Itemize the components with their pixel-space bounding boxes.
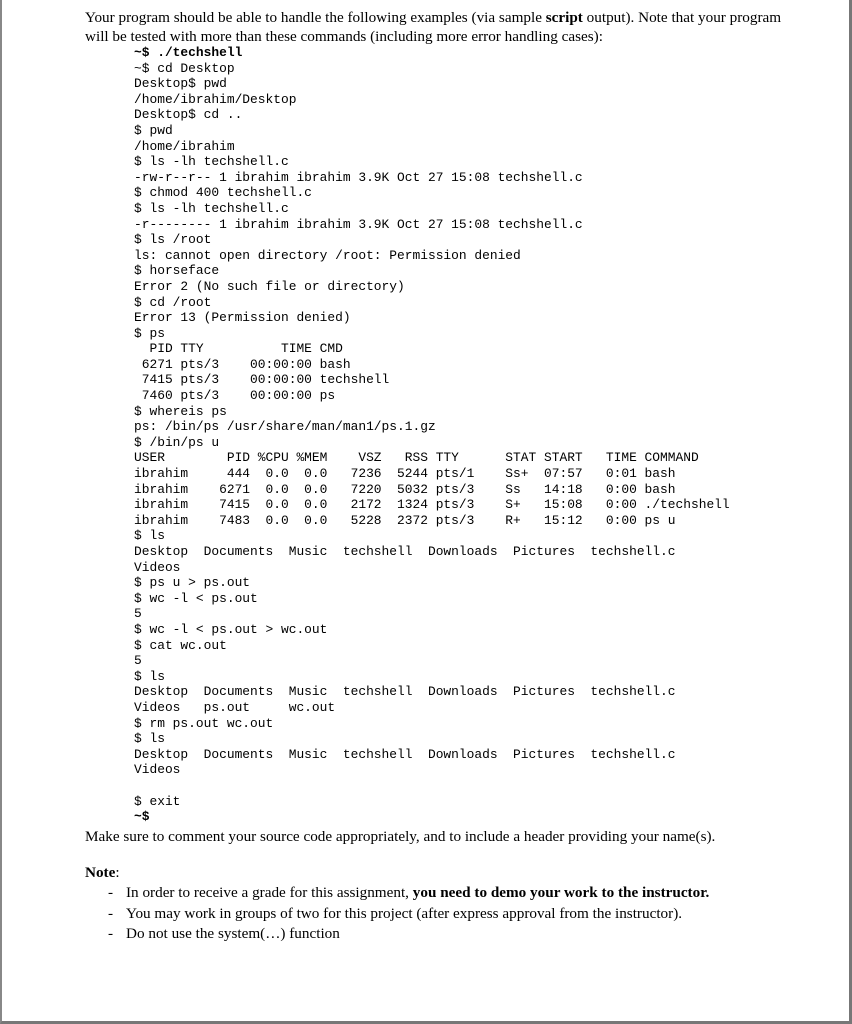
terminal-line: USER PID %CPU %MEM VSZ RSS TTY STAT START TIME COMMAND bbox=[134, 450, 699, 466]
terminal-line: 5 bbox=[134, 653, 142, 669]
terminal-line: $ ls bbox=[134, 528, 165, 544]
terminal-line: ibrahim 444 0.0 0.0 7236 5244 pts/1 Ss+ 07:57 0:01 bash bbox=[134, 466, 676, 482]
terminal-line: $ exit bbox=[134, 793, 181, 809]
intro-paragraph bbox=[85, 8, 805, 46]
bullet-dash: - bbox=[108, 884, 114, 901]
note-item-bold: you need to demo your work to the instructor. bbox=[412, 884, 710, 901]
note-item-text: In order to receive a grade for this assignment, bbox=[126, 884, 413, 901]
note-item-text: Do not use the system(…) function bbox=[126, 925, 340, 942]
note-item bbox=[108, 924, 709, 945]
terminal-line: $ /bin/ps u bbox=[134, 434, 220, 450]
terminal-line: Error 2 (No such file or directory) bbox=[134, 278, 405, 294]
terminal-line: $ ls -lh techshell.c bbox=[134, 154, 289, 170]
note-title: Note bbox=[85, 864, 116, 881]
terminal-line: PID TTY TIME CMD bbox=[149, 341, 343, 357]
note-colon: : bbox=[115, 864, 120, 881]
terminal-line: $ cat wc.out bbox=[134, 637, 227, 653]
terminal-last-line: ~$ bbox=[134, 809, 150, 825]
terminal-line: /home/ibrahim/Desktop bbox=[134, 91, 297, 107]
note-item bbox=[108, 883, 709, 904]
intro-script-word: script bbox=[545, 9, 583, 26]
terminal-line: Desktop Documents Music techshell Downloads Pictures techshell.c bbox=[134, 684, 676, 700]
terminal-body bbox=[134, 61, 730, 809]
terminal-line: Desktop$ cd .. bbox=[134, 107, 243, 123]
terminal-line: $ wc -l < ps.out bbox=[134, 590, 258, 606]
terminal-line: Videos bbox=[134, 762, 181, 778]
note-list bbox=[108, 883, 709, 945]
terminal-line: $ ls /root bbox=[134, 232, 212, 248]
note-heading bbox=[85, 863, 120, 882]
terminal-line: ibrahim 7483 0.0 0.0 5228 2372 pts/3 R+ 15:12 0:00 ps u bbox=[134, 512, 676, 528]
terminal-line: $ ps u > ps.out bbox=[134, 575, 251, 591]
terminal-line: -r-------- 1 ibrahim ibrahim 3.9K Oct 27 15:08 techshell.c bbox=[134, 216, 583, 232]
terminal-line: $ wc -l < ps.out > wc.out bbox=[134, 621, 328, 637]
terminal-line: Error 13 (Permission denied) bbox=[134, 310, 351, 326]
terminal-line: ~$ cd Desktop bbox=[134, 60, 235, 76]
terminal-line: Videos bbox=[134, 559, 181, 575]
terminal-line: -rw-r--r-- 1 ibrahim ibrahim 3.9K Oct 27 15:08 techshell.c bbox=[134, 169, 583, 185]
terminal-line: 6271 pts/3 00:00:00 bash bbox=[141, 356, 351, 372]
terminal-line: $ whereis ps bbox=[134, 403, 227, 419]
note-item-text: You may work in groups of two for this project (after express approval from the instructor). bbox=[126, 904, 683, 922]
terminal-line: $ chmod 400 techshell.c bbox=[134, 185, 312, 201]
terminal-line: $ pwd bbox=[134, 122, 173, 138]
terminal-line: 7460 pts/3 00:00:00 ps bbox=[141, 388, 336, 404]
note-item bbox=[108, 904, 709, 925]
terminal-line: Desktop Documents Music techshell Downloads Pictures techshell.c bbox=[134, 746, 676, 762]
outro-sentence: Make sure to comment your source code appropriately, and to include a header providing your name(s). bbox=[85, 828, 716, 845]
terminal-line: Videos ps.out wc.out bbox=[134, 699, 336, 715]
terminal-line: 5 bbox=[134, 606, 142, 622]
intro-text-2: output). Note that your program will be tested with more than these commands (including more error handling cases): bbox=[85, 9, 782, 45]
terminal-line: Desktop Documents Music techshell Downloads Pictures techshell.c bbox=[134, 544, 676, 559]
intro-text-1: Your program should be able to handle the following examples (via sample bbox=[85, 9, 546, 26]
terminal-line: $ rm ps.out wc.out bbox=[134, 715, 274, 731]
terminal-line: $ ps bbox=[134, 325, 165, 341]
terminal-line: $ cd /root bbox=[134, 294, 212, 310]
terminal-line: ibrahim 7415 0.0 0.0 2172 1324 pts/3 S+ 15:08 0:00 ./techshell bbox=[134, 497, 730, 513]
terminal-line: $ ls bbox=[134, 731, 165, 747]
terminal-line: $ ls bbox=[134, 668, 165, 684]
terminal-line: /home/ibrahim bbox=[134, 138, 235, 154]
terminal-line: ibrahim 6271 0.0 0.0 7220 5032 pts/3 Ss 14:18 0:00 bash bbox=[134, 481, 676, 497]
terminal-line: $ horseface bbox=[134, 263, 220, 279]
bullet-dash: - bbox=[108, 904, 114, 922]
terminal-transcript bbox=[134, 45, 730, 825]
terminal-line: 7415 pts/3 00:00:00 techshell bbox=[141, 372, 390, 388]
terminal-line: ls: cannot open directory /root: Permission denied bbox=[134, 247, 521, 263]
terminal-first-line: ~$ ./techshell bbox=[134, 45, 243, 60]
bullet-dash: - bbox=[108, 925, 114, 942]
terminal-line: ps: /bin/ps /usr/share/man/man1/ps.1.gz bbox=[134, 419, 436, 435]
terminal-line: $ ls -lh techshell.c bbox=[134, 200, 289, 216]
terminal-line: Desktop$ pwd bbox=[134, 76, 227, 92]
